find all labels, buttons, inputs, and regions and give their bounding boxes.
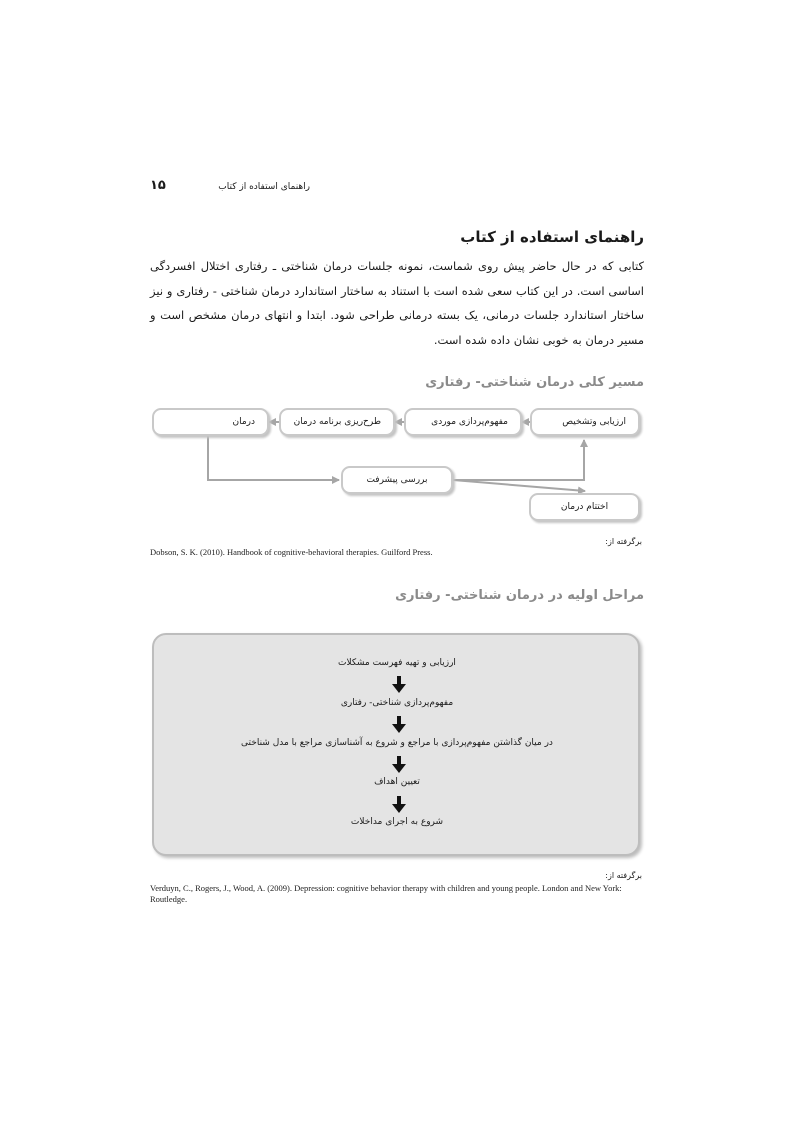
page-number: ۱۵ [150,178,166,193]
down-arrow-icon [389,756,409,774]
node-treatment-planning: طرح‌ریزی برنامه درمان [279,408,395,436]
running-header: راهنمای استفاده از کتاب [218,182,310,192]
figure1-title: مسیر کلی درمان شناختی- رفتاری [425,375,644,390]
node-termination: اختتام درمان [529,493,640,521]
figure2-reference: Verduyn, C., Rogers, J., Wood, A. (2009). Depression: cognitive behavior therapy with children and young people. London and New York: Routledge. [150,883,622,904]
figure2-source-label: برگرفته از: [605,871,642,880]
down-arrow-icon [389,796,409,814]
step-1: ارزیابی و تهیه فهرست مشکلات [338,658,456,668]
arrow-progress-to-assessment [453,440,584,480]
down-arrow-icon [389,676,409,694]
step-5: شروع به اجرای مداخلات [350,817,444,827]
step-2: مفهوم‌پردازی شناختی- رفتاری [340,698,454,708]
arrow-progress-to-termination [453,480,585,491]
figure2-title: مراحل اولیه در درمان شناختی- رفتاری [395,588,644,603]
section-title: راهنمای استفاده از کتاب [460,228,644,246]
intro-paragraph: کتابی که در حال حاضر پیش روی شماست، نمونه جلسات درمان شناختی ـ رفتاری اختلال افسردگی اساسی است. در این کتاب سعی شده است با استناد به ساختار استاندارد درمان شناختی - رفتاری و نیز ساختار استاندارد جلسات درمانی، یک بسته درمانی طراحی شود. ابتدا و انتهای درمان مشخص است و مسیر درمان به خوبی نشان داده شده است. [150,259,644,347]
node-progress-review: بررسی پیشرفت [341,466,453,494]
step-4: تعیین اهداف [374,777,420,787]
figure1-reference: Dobson, S. K. (2010). Handbook of cognitive-behavioral therapies. Guilford Press. [150,547,433,557]
node-conceptualization: مفهوم‌پردازی موردی [404,408,522,436]
node-assessment: ارزیابی وتشخیص [530,408,640,436]
down-arrow-icon [389,716,409,734]
step-3: در میان گذاشتن مفهوم‌پردازی با مراجع و شروع به آشناسازی مراجع با مدل شناختی [241,738,553,748]
node-treatment: درمان [152,408,269,436]
arrow-treatment-to-progress [208,436,339,480]
figure1-source-label: برگرفته از: [605,537,642,546]
